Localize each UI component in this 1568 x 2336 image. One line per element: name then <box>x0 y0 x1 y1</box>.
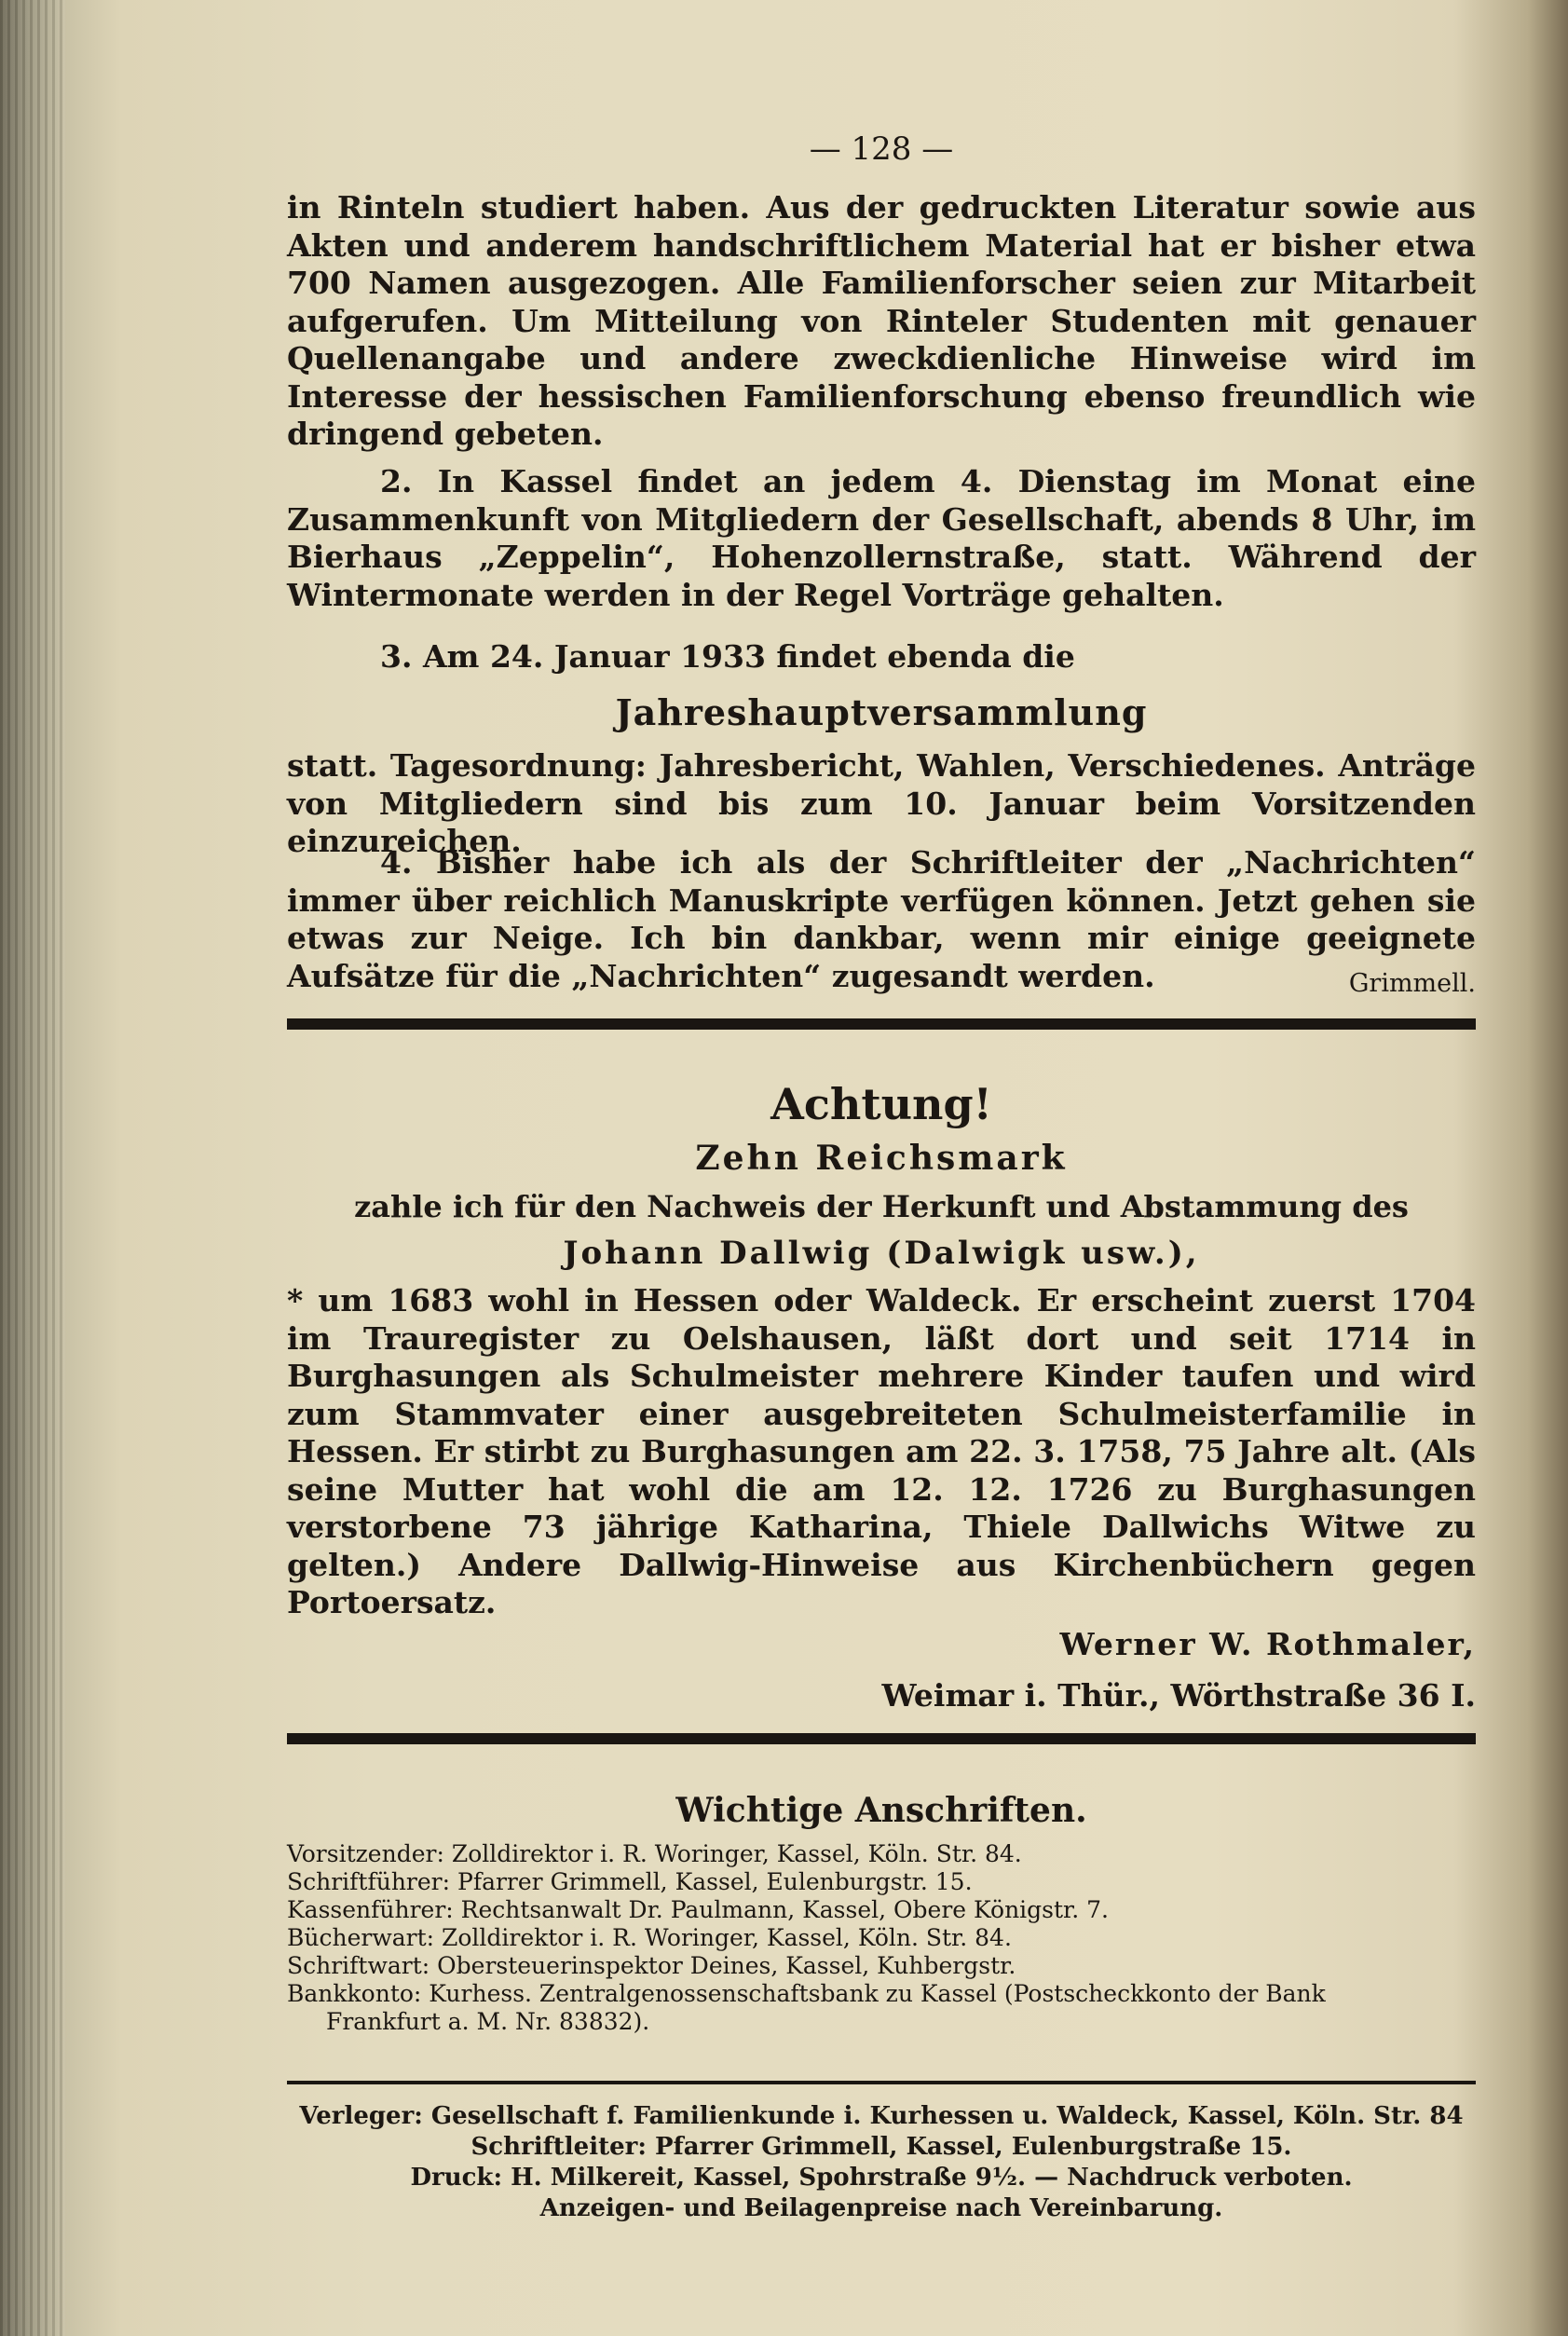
address-row-continuation: Frankfurt a. M. Nr. 83832). <box>326 2008 650 2035</box>
notice-signature-name: Werner W. Rothmaler, <box>1059 1626 1476 1662</box>
addresses-list <box>287 1840 1476 2036</box>
item-3-intro: 3. Am 24. Januar 1933 findet ebenda die <box>380 638 1075 675</box>
notice-title: Achtung! <box>770 1079 992 1129</box>
item-2-paragraph: 2. In Kassel findet an jedem 4. Dienstag im Monat eine Zusammenkunft von Mitgliedern der Gesellschaft, abends 8 Uhr, im Bierhaus „Zeppelin“, Hohenzollernstraße, statt. Während der Wintermonate werden in der Regel Vorträge gehalten. <box>287 463 1476 613</box>
item-3-paragraph: statt. Tagesordnung: Jahresbericht, Wahlen, Verschiedenes. Anträge von Mitgliedern sind bis zum 10. Januar beim Vorsitzenden einzureichen. <box>287 747 1476 859</box>
address-row: Bücherwart: Zolldirektor i. R. Woringer, Kassel, Köln. Str. 84. <box>287 1924 1012 1951</box>
address-row: Schriftführer: Pfarrer Grimmell, Kassel, Eulenburgstr. 15. <box>287 1868 973 1895</box>
footer-divider <box>287 2081 1476 2084</box>
book-spine-shadow <box>0 0 65 2336</box>
imprint-pricing: Anzeigen- und Beilagenpreise nach Vereinbarung. <box>539 2194 1223 2222</box>
notice-line-1: zahle ich für den Nachweis der Herkunft und Abstammung des <box>354 1189 1409 1224</box>
imprint-publisher: Verleger: Gesellschaft f. Familienkunde i. Kurhessen u. Waldeck, Kassel, Köln. Str. 84 <box>299 2102 1464 2130</box>
notice-line-2: Johann Dallwig (Dalwigk usw.), <box>563 1235 1200 1272</box>
address-row: Kassenführer: Rechtsanwalt Dr. Paulmann, Kassel, Obere Königstr. 7. <box>287 1896 1109 1923</box>
item-4-signature: Grimmell. <box>1348 969 1476 998</box>
section-divider-top <box>287 1018 1476 1030</box>
notice-subtitle: Zehn Reichsmark <box>695 1139 1068 1178</box>
address-row: Bankkonto: Kurhess. Zentralgenossenschaftsbank zu Kassel (Postscheckkonto der Bank <box>287 1980 1326 2007</box>
page-number: — 128 — <box>809 130 954 168</box>
imprint <box>287 2101 1476 2224</box>
section-divider-bottom <box>287 1733 1476 1744</box>
imprint-printer: Druck: H. Milkereit, Kassel, Spohrstraße 9½. — Nachdruck verboten. <box>410 2164 1353 2192</box>
addresses-title: Wichtige Anschriften. <box>675 1791 1087 1830</box>
notice-signature-address: Weimar i. Thür., Wörthstraße 36 I. <box>881 1677 1476 1714</box>
address-row: Vorsitzender: Zolldirektor i. R. Woringer, Kassel, Köln. Str. 84. <box>287 1840 1022 1867</box>
item-4-paragraph: 4. Bisher habe ich als der Schriftleiter der „Nachrichten“ immer über reichlich Manuskripte verfügen können. Jetzt gehen sie etwas zur Neige. Ich bin dankbar, wenn mir einige geeignete Aufsätze für die „Nachrichten“ zugesandt werden. <box>287 844 1476 994</box>
imprint-editor: Schriftleiter: Pfarrer Grimmell, Kassel, Eulenburgstraße 15. <box>470 2133 1292 2161</box>
notice-body: * um 1683 wohl in Hessen oder Waldeck. Er erscheint zuerst 1704 im Trauregister zu Oelshausen, läßt dort und seit 1714 in Burghasungen als Schulmeister mehrere Kinder taufen und wird zum Stammvater einer ausgebreiteten Schulmeisterfamilie in Hessen. Er stirbt zu Burghasungen am 22. 3. 1758, 75 Jahre alt. (Als seine Mutter hat wohl die am 12. 12. 1726 zu Burghasungen verstorbene 73 jährige Katharina, Thiele Dallwichs Witwe zu gelten.) Andere Dallwig-Hinweise aus Kirchenbüchern gegen Portoersatz. <box>287 1282 1476 1620</box>
intro-paragraph: in Rinteln studiert haben. Aus der gedruckten Literatur sowie aus Akten und anderem handschriftlichem Material hat er bisher etwa 700 Namen ausgezogen. Alle Familienforscher seien zur Mitarbeit aufgerufen. Um Mitteilung von Rinteler Studenten mit genauer Quellenangabe und andere zweckdienliche Hinweise wird im Interesse der hessischen Familienforschung ebenso freundlich wie dringend gebeten. <box>287 189 1476 452</box>
address-row: Schriftwart: Obersteuerinspektor Deines, Kassel, Kuhbergstr. <box>287 1952 1016 1979</box>
item-3-heading: Jahreshauptversammlung <box>615 691 1148 733</box>
